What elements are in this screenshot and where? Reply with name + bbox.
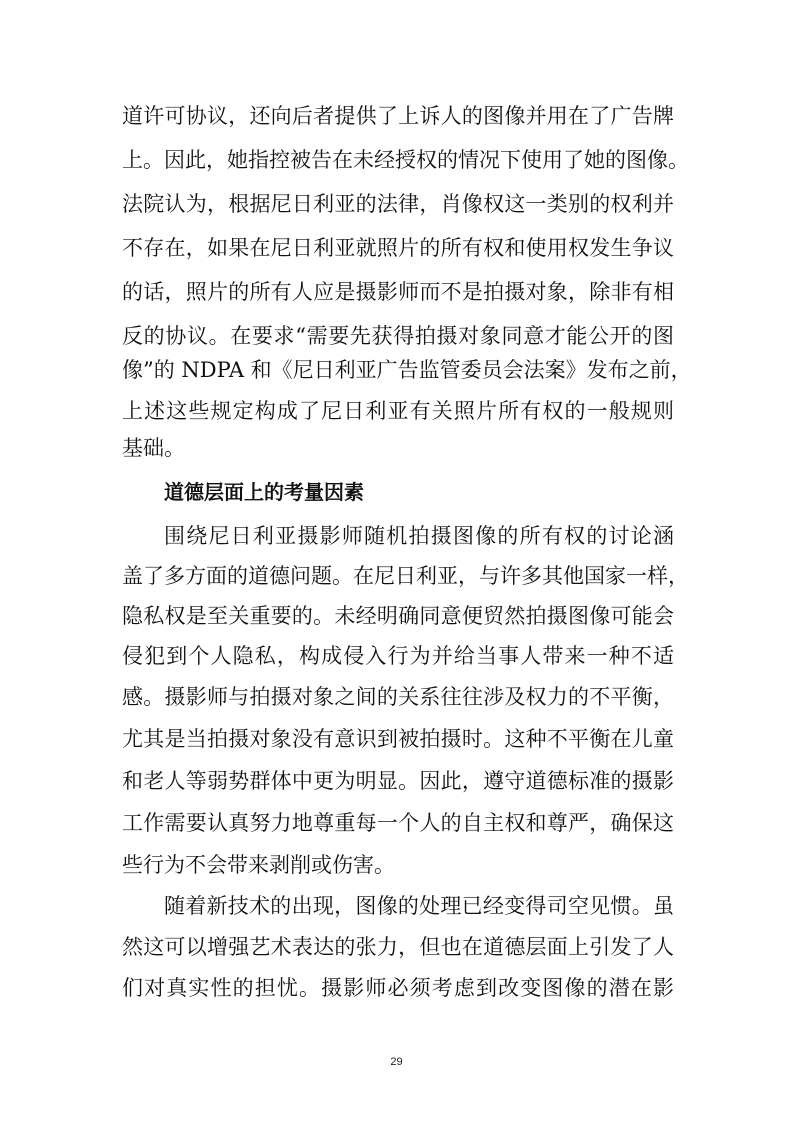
paragraph-1-line: 的话，照片的所有人应是摄影师而不是拍摄对象，除非有相: [122, 280, 674, 304]
paragraph-2-line: 些行为不会带来剥削或伤害。: [122, 853, 395, 877]
paragraph-2-line: 和老人等弱势群体中更为明显。因此，遵守道德标准的摄影: [122, 769, 674, 793]
paragraph-1-line: 上。因此，她指控被告在未经授权的情况下使用了她的图像。: [122, 148, 689, 172]
paragraph-1-line: 法院认为，根据尼日利亚的法律，肖像权这一类别的权利并: [122, 192, 674, 216]
paragraph-1-line: 像”的 NDPA 和《尼日利亚广告监管委员会法案》发布之前，: [122, 358, 692, 382]
paragraph-1-line: 基础。: [122, 436, 185, 460]
paragraph-1-line: 不存在，如果在尼日利亚就照片的所有权和使用权发生争议: [122, 236, 674, 260]
paragraph-2-line: 围绕尼日利亚摄影师随机拍摄图像的所有权的讨论涵: [164, 524, 674, 548]
paragraph-2-line: 感。摄影师与拍摄对象之间的关系往往涉及权力的不平衡，: [122, 685, 674, 709]
paragraph-2-line: 尤其是当拍摄对象没有意识到被拍摄时。这种不平衡在儿童: [122, 727, 674, 751]
section-heading: 道德层面上的考量因素: [164, 480, 364, 504]
paragraph-3-line: 随着新技术的出现，图像的处理已经变得司空见惯。虽: [164, 894, 674, 918]
paragraph-1-line: 道许可协议，还向后者提供了上诉人的图像并用在了广告牌: [122, 104, 674, 128]
paragraph-2-line: 工作需要认真努力地尊重每一个人的自主权和尊严，确保这: [122, 811, 674, 835]
paragraph-2-line: 侵犯到个人隐私，构成侵入行为并给当事人带来一种不适: [122, 644, 674, 668]
paragraph-1-line: 反的协议。在要求“需要先获得拍摄对象同意才能公开的图: [122, 324, 674, 348]
paragraph-3-line: 然这可以增强艺术表达的张力，但也在道德层面上引发了人: [122, 935, 674, 959]
paragraph-1-line: 上述这些规定构成了尼日利亚有关照片所有权的一般规则: [122, 399, 674, 423]
paragraph-2-line: 盖了多方面的道德问题。在尼日利亚，与许多其他国家一样，: [122, 564, 689, 588]
paragraph-3-line: 们对真实性的担忧。摄影师必须考虑到改变图像的潜在影: [122, 976, 674, 1000]
paragraph-2-line: 隐私权是至关重要的。未经明确同意便贸然拍摄图像可能会: [122, 604, 674, 628]
page-number: 29: [390, 1056, 403, 1068]
